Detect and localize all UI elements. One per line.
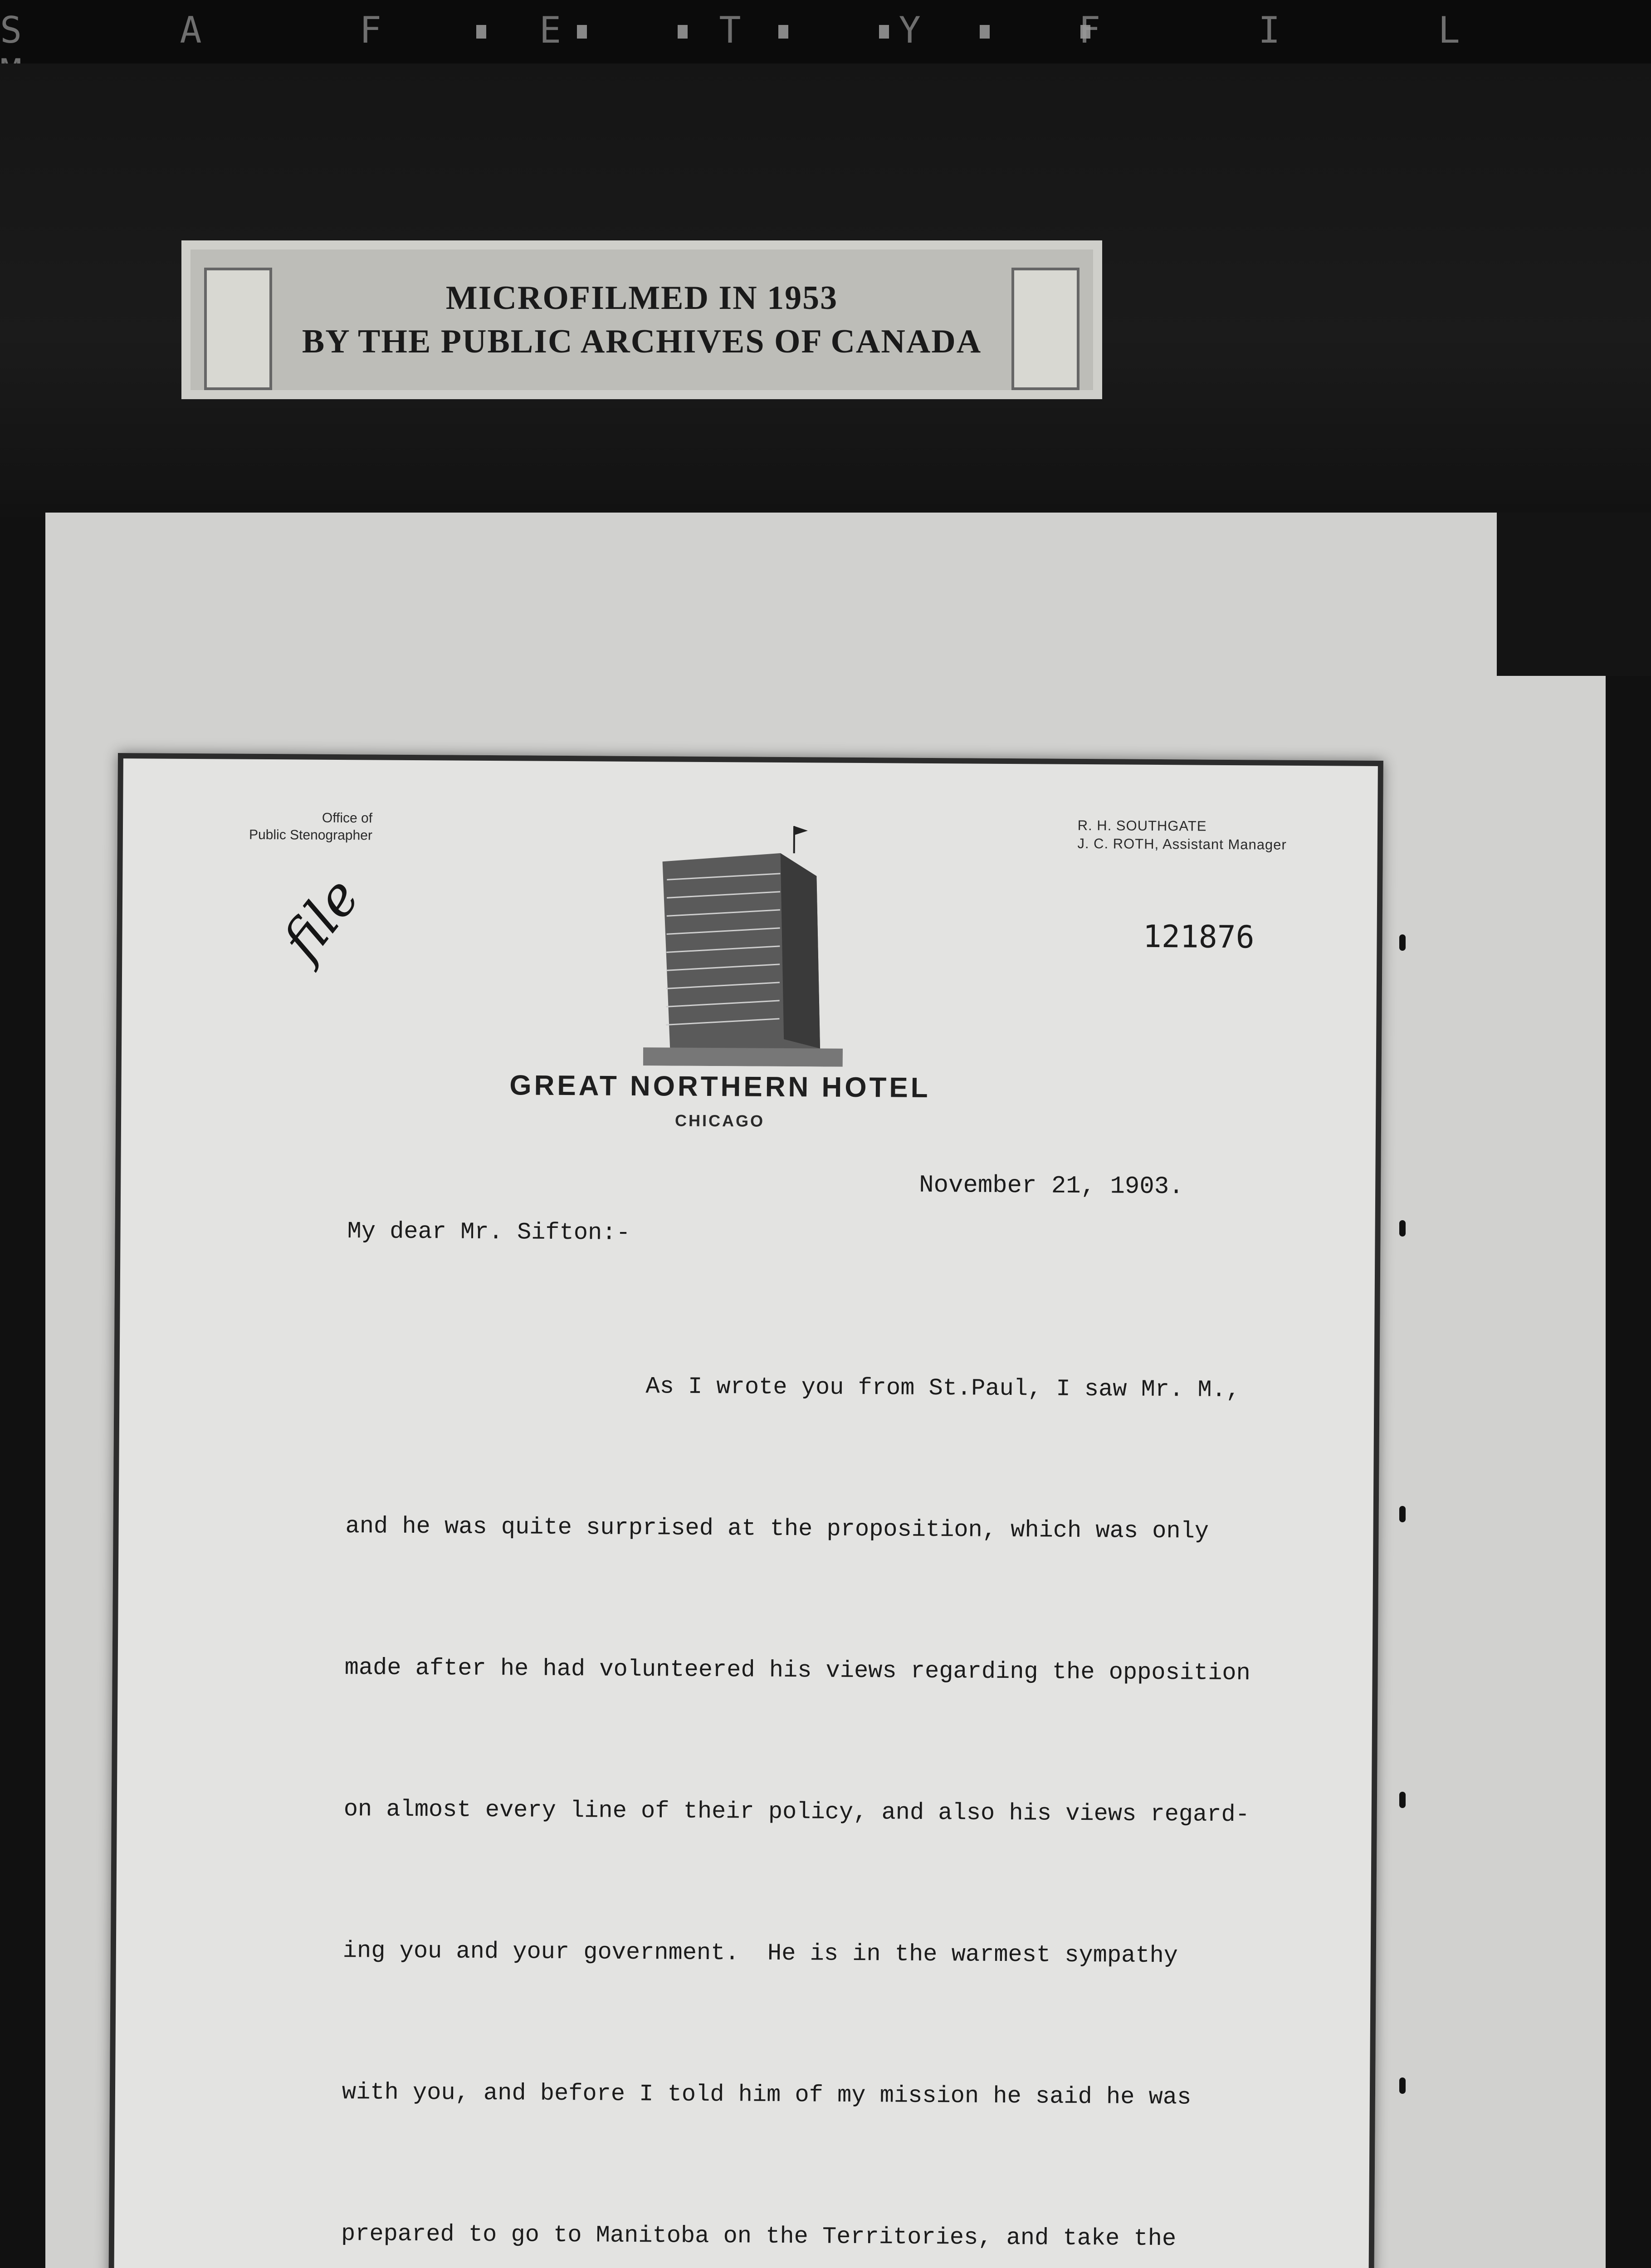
document-number: 121876	[1143, 919, 1255, 956]
binder-hole	[1399, 1506, 1406, 1522]
hotel-city: CHICAGO	[674, 1111, 765, 1130]
body-line: on almost every line of their policy, and also his views regard-	[343, 1796, 1250, 1828]
hotel-building-illustration	[643, 821, 844, 1067]
body-line: with you, and before I told him of my mission he said he was	[342, 2079, 1192, 2111]
film-shadow-strip	[1497, 513, 1651, 676]
stamp-clip-left	[204, 268, 272, 390]
binder-hole	[1399, 1220, 1406, 1237]
handwritten-note: file	[270, 866, 372, 972]
binder-hole	[1399, 934, 1406, 951]
film-edge	[0, 0, 1651, 64]
stamp-line-1: MICROFILMED IN 1953	[445, 279, 838, 317]
letter-salutation: My dear Mr. Sifton:-	[347, 1218, 630, 1246]
body-line: made after he had volunteered his views regarding the opposition	[344, 1654, 1250, 1687]
letter-date: November 21, 1903.	[919, 1171, 1184, 1201]
stamp-line-2: BY THE PUBLIC ARCHIVES OF CANADA	[302, 323, 982, 360]
letterhead-management	[1077, 816, 1287, 854]
body-line: ing you and your government. He is in the warmest sympathy	[342, 1937, 1178, 1970]
letter-body	[327, 1267, 1345, 2268]
binder-hole	[1399, 1792, 1406, 1808]
management-line-2: J. C. ROTH, Assistant Manager	[1077, 835, 1287, 853]
stamp-clip-right	[1011, 268, 1080, 390]
office-line-1: Office of	[322, 810, 373, 826]
body-line: As I wrote you from St.Paul, I saw Mr. M.,	[645, 1373, 1241, 1404]
body-line: and he was quite surprised at the proposition, which was only	[345, 1513, 1209, 1545]
letter-page	[108, 753, 1383, 2268]
film-edge-text: S A F E T Y F I L	[0, 9, 1528, 51]
microfilm-stamp	[181, 240, 1102, 399]
binder-hole	[1399, 2077, 1406, 2094]
hotel-name: GREAT NORTHERN HOTEL	[509, 1070, 931, 1104]
body-line: prepared to go to Manitoba on the Territories, and take the	[341, 2220, 1177, 2253]
letterhead-office	[191, 809, 372, 844]
office-line-2: Public Stenographer	[249, 827, 372, 843]
management-line-1: R. H. SOUTHGATE	[1077, 817, 1207, 834]
